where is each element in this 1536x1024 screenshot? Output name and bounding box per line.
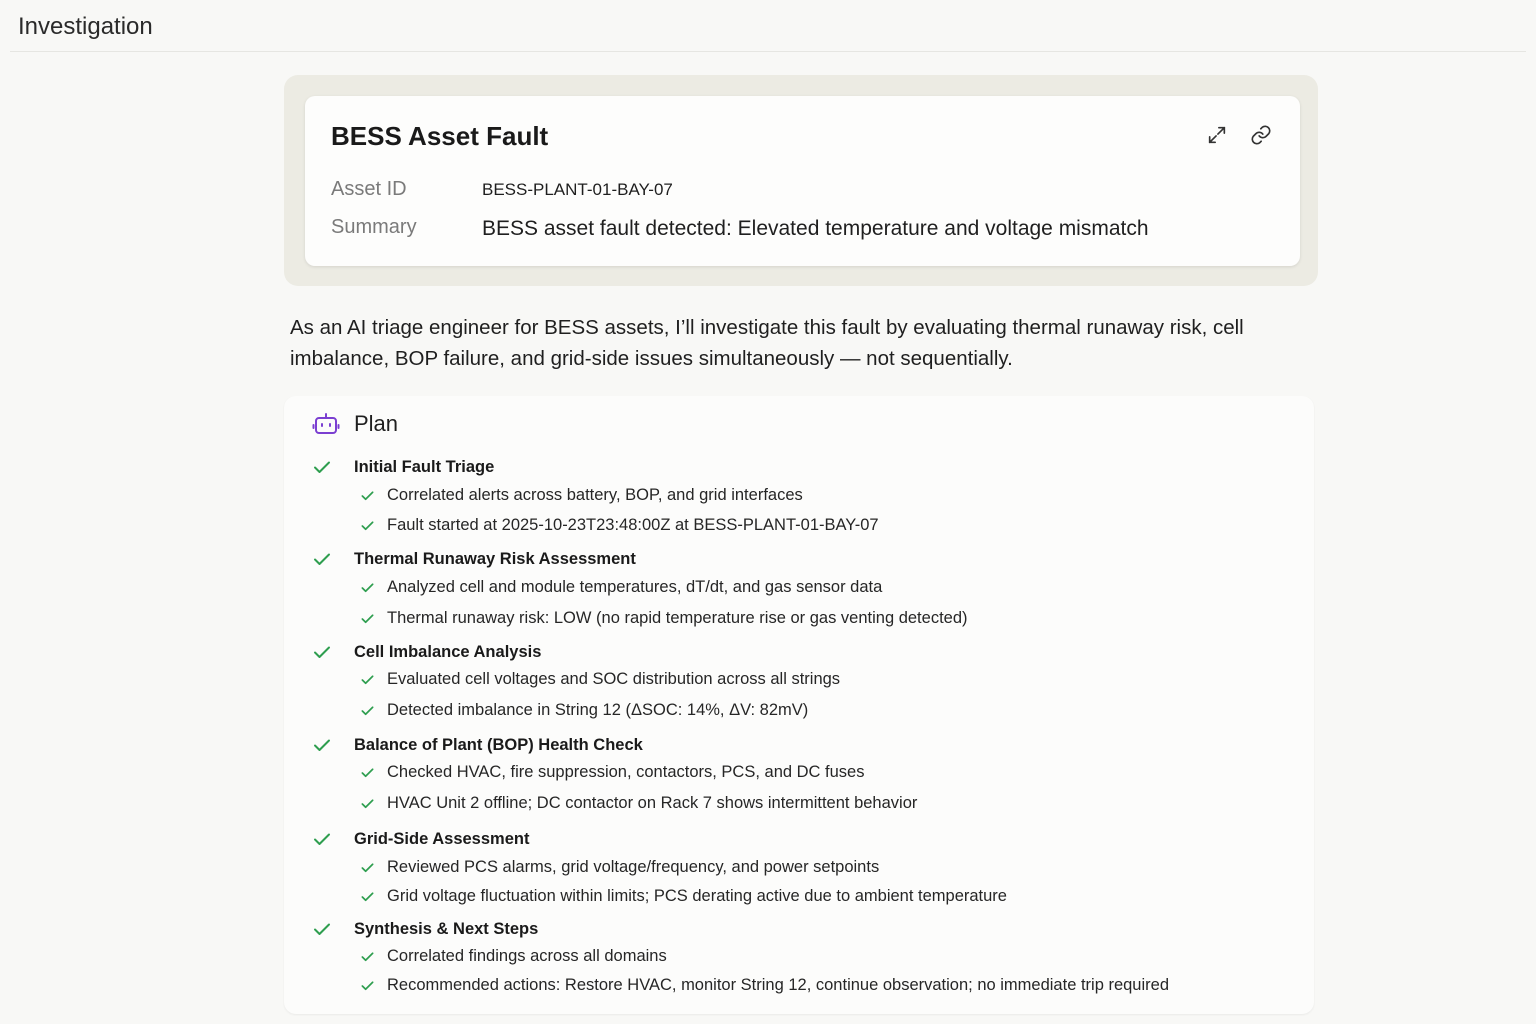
substep-text: Correlated alerts across battery, BOP, and grid interfaces xyxy=(387,485,803,504)
substep-text: Recommended actions: Restore HVAC, monitor String 12, continue observation; no immediate trip required xyxy=(387,975,1169,994)
robot-icon xyxy=(312,410,340,438)
check-icon xyxy=(360,860,375,875)
step-title: Balance of Plant (BOP) Health Check xyxy=(354,735,643,754)
plan-step xyxy=(312,734,917,814)
link-icon[interactable] xyxy=(1250,124,1272,146)
check-icon xyxy=(312,735,332,755)
fault-card xyxy=(305,96,1300,266)
check-icon xyxy=(360,765,375,780)
card-actions xyxy=(1206,124,1272,146)
summary-label: Summary xyxy=(331,216,417,238)
plan-substep xyxy=(360,974,1169,996)
substep-text: Fault started at 2025-10-23T23:48:00Z at BESS-PLANT-01-BAY-07 xyxy=(387,515,879,534)
substep-text: Detected imbalance in String 12 (ΔSOC: 14%, ΔV: 82mV) xyxy=(387,700,809,719)
check-icon xyxy=(312,919,332,939)
plan-step xyxy=(312,641,840,721)
check-icon xyxy=(360,611,375,626)
check-icon xyxy=(360,703,375,718)
fault-card-title: BESS Asset Fault xyxy=(331,121,549,151)
plan-step xyxy=(312,548,968,629)
check-icon xyxy=(360,580,375,595)
plan-substep xyxy=(360,885,1007,907)
substep-text: Grid voltage fluctuation within limits; PCS derating active due to ambient temperature xyxy=(387,886,1007,905)
top-bar xyxy=(10,0,1526,52)
plan-panel xyxy=(284,396,1314,1014)
step-title: Initial Fault Triage xyxy=(354,457,495,476)
intro-text: As an AI triage engineer for BESS assets, I’ll investigate this fault by evaluating thermal runaway risk, cell imbalance, BOP failure, and grid-side issues simultaneously — not sequentially. xyxy=(290,316,1244,370)
plan-step xyxy=(312,918,1169,996)
step-title: Synthesis & Next Steps xyxy=(354,919,539,938)
check-icon xyxy=(312,549,332,569)
plan-step xyxy=(312,828,1007,907)
substep-text: Evaluated cell voltages and SOC distribution across all strings xyxy=(387,669,841,688)
check-icon xyxy=(360,949,375,964)
plan-substep xyxy=(360,761,917,783)
plan-header xyxy=(312,410,398,438)
check-icon xyxy=(360,488,375,503)
substep-text: Correlated findings across all domains xyxy=(387,946,667,965)
check-icon xyxy=(312,829,332,849)
asset-id-label: Asset ID xyxy=(331,178,407,200)
plan-substep xyxy=(360,856,1007,878)
plan-step xyxy=(312,456,879,536)
plan-substep xyxy=(360,792,917,814)
check-icon xyxy=(360,518,375,533)
expand-icon[interactable] xyxy=(1206,124,1228,146)
step-title: Grid-Side Assessment xyxy=(354,829,530,848)
substep-text: Analyzed cell and module temperatures, dT/dt, and gas sensor data xyxy=(387,577,883,596)
plan-substep xyxy=(360,576,968,598)
check-icon xyxy=(360,672,375,687)
check-icon xyxy=(360,889,375,904)
plan-substep xyxy=(360,699,840,721)
plan-substep xyxy=(360,514,879,536)
check-icon xyxy=(312,642,332,662)
page-title: Investigation xyxy=(18,13,153,40)
step-title: Thermal Runaway Risk Assessment xyxy=(354,549,636,568)
plan-substep xyxy=(360,607,968,629)
substep-text: Reviewed PCS alarms, grid voltage/frequency, and power setpoints xyxy=(387,857,880,876)
check-icon xyxy=(360,978,375,993)
plan-substep xyxy=(360,484,879,506)
plan-substep xyxy=(360,668,840,690)
step-title: Cell Imbalance Analysis xyxy=(354,642,542,661)
substep-text: Thermal runaway risk: LOW (no rapid temperature rise or gas venting detected) xyxy=(387,608,968,627)
check-icon xyxy=(360,796,375,811)
substep-text: Checked HVAC, fire suppression, contactors, PCS, and DC fuses xyxy=(387,762,865,781)
check-icon xyxy=(312,457,332,477)
fault-card-container xyxy=(284,75,1318,286)
asset-id-value: BESS-PLANT-01-BAY-07 xyxy=(482,180,673,199)
plan-substep xyxy=(360,945,1169,967)
substep-text: HVAC Unit 2 offline; DC contactor on Rack 7 shows intermittent behavior xyxy=(387,793,918,812)
summary-value: BESS asset fault detected: Elevated temperature and voltage mismatch xyxy=(482,217,1149,240)
plan-title: Plan xyxy=(354,411,399,436)
